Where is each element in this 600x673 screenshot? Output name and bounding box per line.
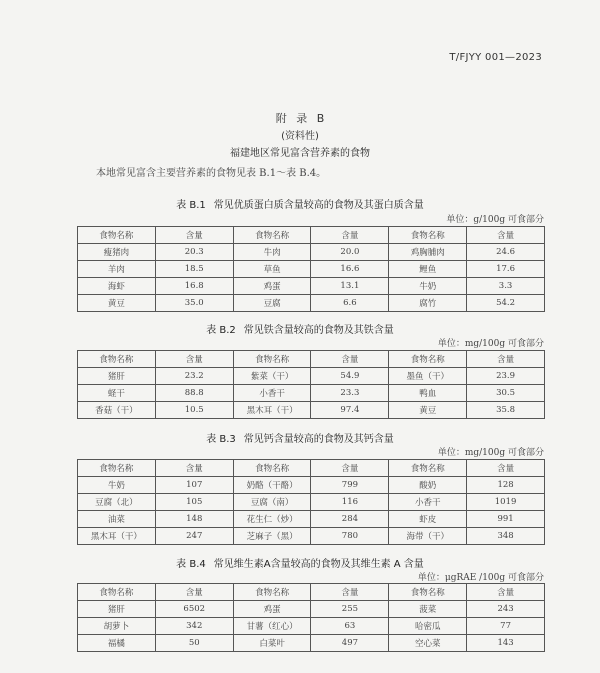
table-cell: 福橘: [78, 635, 156, 652]
table-cell: 香菇（干）: [78, 402, 156, 419]
table-cell: 16.8: [155, 278, 233, 295]
table-cell: 油菜: [78, 511, 156, 528]
table-b1-title: [0, 196, 600, 211]
table-cell: 黄豆: [389, 402, 467, 419]
table-cell: 24.6: [467, 244, 545, 261]
table-b2: [77, 350, 545, 419]
table-cell: 23.9: [467, 368, 545, 385]
table-cell: 奶酪（干酪）: [233, 477, 311, 494]
table-b3: [77, 459, 545, 545]
table-row: [78, 278, 545, 295]
table-cell: 20.3: [155, 244, 233, 261]
table-number: 表 B.4: [176, 559, 206, 570]
table-cell: 牛奶: [78, 477, 156, 494]
table-cell: 胡萝卜: [78, 618, 156, 635]
table-row: [78, 494, 545, 511]
table-row: [78, 295, 545, 312]
table-cell: 35.8: [467, 402, 545, 419]
table-cell: 10.5: [155, 402, 233, 419]
table-cell: 牛奶: [389, 278, 467, 295]
table-b3-title: [0, 430, 600, 445]
table-caption: 常见维生素A含量较高的食物及其维生素 A 含量: [213, 559, 424, 570]
table-row: [78, 244, 545, 261]
intro-text: 本地常见富含主要营养素的食物见表 B.1～表 B.4。: [96, 168, 327, 179]
table-cell: 54.2: [467, 295, 545, 312]
table-row: [78, 511, 545, 528]
table-cell: 猪肝: [78, 601, 156, 618]
table-cell: 23.3: [311, 385, 389, 402]
table-cell: 墨鱼（干）: [389, 368, 467, 385]
table-cell: 瘦猪肉: [78, 244, 156, 261]
table-cell: 13.1: [311, 278, 389, 295]
appendix-title: 附 录 B: [275, 112, 325, 125]
header-cell: 含量: [155, 460, 233, 477]
table-b4: [77, 583, 545, 652]
table-caption: 常见钙含量较高的食物及其钙含量: [243, 434, 394, 445]
table-row: [78, 601, 545, 618]
table-cell: 30.5: [467, 385, 545, 402]
table-cell: 247: [155, 528, 233, 545]
table-cell: 羊肉: [78, 261, 156, 278]
header-cell: 食物名称: [233, 351, 311, 368]
table-cell: 甘薯（红心）: [233, 618, 311, 635]
table-cell: 18.5: [155, 261, 233, 278]
table-b2-unit: 单位：mg/100g 可食部分: [437, 339, 544, 349]
header-cell: 食物名称: [389, 227, 467, 244]
table-cell: 黑木耳（干）: [78, 528, 156, 545]
table-number: 表 B.1: [176, 200, 206, 211]
table-cell: 16.6: [311, 261, 389, 278]
table-b2-title: [0, 321, 600, 336]
table-cell: 鲤鱼: [389, 261, 467, 278]
table-row: [78, 528, 545, 545]
header-cell: 含量: [155, 584, 233, 601]
table-header-row: [78, 227, 545, 244]
appendix-heading: 福建地区常见富含营养素的食物: [230, 148, 370, 159]
header-cell: 含量: [311, 351, 389, 368]
header-cell: 食物名称: [389, 584, 467, 601]
table-cell: 黄豆: [78, 295, 156, 312]
header-cell: 食物名称: [78, 460, 156, 477]
table-row: [78, 618, 545, 635]
table-cell: 116: [311, 494, 389, 511]
table-cell: 780: [311, 528, 389, 545]
table-cell: 蛏干: [78, 385, 156, 402]
table-number: 表 B.3: [206, 434, 236, 445]
table-cell: 105: [155, 494, 233, 511]
header-cell: 食物名称: [233, 227, 311, 244]
table-cell: 酸奶: [389, 477, 467, 494]
table-cell: 豆腐（南）: [233, 494, 311, 511]
table-header-row: [78, 584, 545, 601]
table-cell: 88.8: [155, 385, 233, 402]
table-cell: 哈密瓜: [389, 618, 467, 635]
table-cell: 鸡胸脯肉: [389, 244, 467, 261]
table-row: [78, 402, 545, 419]
table-cell: 鸡蛋: [233, 601, 311, 618]
table-caption: 常见铁含量较高的食物及其铁含量: [243, 325, 394, 336]
table-b4-title: [0, 555, 600, 570]
table-cell: 50: [155, 635, 233, 652]
header-cell: 含量: [155, 351, 233, 368]
table-cell: 35.0: [155, 295, 233, 312]
header-cell: 食物名称: [233, 584, 311, 601]
table-cell: 海虾: [78, 278, 156, 295]
header-cell: 含量: [467, 460, 545, 477]
table-cell: 107: [155, 477, 233, 494]
header-cell: 食物名称: [78, 351, 156, 368]
header-cell: 含量: [467, 227, 545, 244]
table-cell: 草鱼: [233, 261, 311, 278]
table-cell: 豆腐: [233, 295, 311, 312]
standard-code: T/FJYY 001—2023: [449, 52, 542, 63]
table-cell: 小香干: [233, 385, 311, 402]
table-cell: 鸡蛋: [233, 278, 311, 295]
table-b1-unit: 单位：g/100g 可食部分: [446, 215, 544, 225]
table-cell: 23.2: [155, 368, 233, 385]
table-cell: 菠菜: [389, 601, 467, 618]
table-cell: 猪肝: [78, 368, 156, 385]
table-cell: 128: [467, 477, 545, 494]
header-cell: 食物名称: [389, 351, 467, 368]
table-cell: 63: [311, 618, 389, 635]
table-row: [78, 635, 545, 652]
header-cell: 含量: [467, 584, 545, 601]
table-cell: 497: [311, 635, 389, 652]
table-cell: 腐竹: [389, 295, 467, 312]
table-cell: 鸭血: [389, 385, 467, 402]
table-cell: 花生仁（炒）: [233, 511, 311, 528]
header-cell: 含量: [311, 584, 389, 601]
appendix-subtitle: (资料性): [281, 131, 319, 142]
table-cell: 77: [467, 618, 545, 635]
table-header-row: [78, 460, 545, 477]
table-cell: 54.9: [311, 368, 389, 385]
header-cell: 含量: [155, 227, 233, 244]
table-cell: 白菜叶: [233, 635, 311, 652]
table-row: [78, 477, 545, 494]
table-cell: 3.3: [467, 278, 545, 295]
table-cell: 243: [467, 601, 545, 618]
table-b3-unit: 单位：mg/100g 可食部分: [437, 448, 544, 458]
table-cell: 342: [155, 618, 233, 635]
header-cell: 食物名称: [78, 227, 156, 244]
table-cell: 空心菜: [389, 635, 467, 652]
table-cell: 黑木耳（干）: [233, 402, 311, 419]
table-cell: 紫菜（干）: [233, 368, 311, 385]
table-cell: 255: [311, 601, 389, 618]
table-row: [78, 261, 545, 278]
table-cell: 海带（干）: [389, 528, 467, 545]
header-cell: 食物名称: [233, 460, 311, 477]
table-cell: 284: [311, 511, 389, 528]
header-cell: 食物名称: [389, 460, 467, 477]
table-caption: 常见优质蛋白质含量较高的食物及其蛋白质含量: [213, 200, 424, 211]
table-cell: 小香干: [389, 494, 467, 511]
table-row: [78, 385, 545, 402]
table-b4-unit: 单位：μgRAE /100g 可食部分: [417, 573, 544, 583]
table-cell: 991: [467, 511, 545, 528]
table-row: [78, 368, 545, 385]
table-cell: 豆腐（北）: [78, 494, 156, 511]
table-cell: 97.4: [311, 402, 389, 419]
table-cell: 6.6: [311, 295, 389, 312]
table-cell: 6502: [155, 601, 233, 618]
table-cell: 牛肉: [233, 244, 311, 261]
table-cell: 17.6: [467, 261, 545, 278]
header-cell: 含量: [311, 460, 389, 477]
table-cell: 1019: [467, 494, 545, 511]
header-cell: 含量: [311, 227, 389, 244]
table-cell: 799: [311, 477, 389, 494]
table-b1: [77, 226, 545, 312]
table-cell: 143: [467, 635, 545, 652]
table-header-row: [78, 351, 545, 368]
table-number: 表 B.2: [206, 325, 236, 336]
table-cell: 148: [155, 511, 233, 528]
table-cell: 虾皮: [389, 511, 467, 528]
table-cell: 348: [467, 528, 545, 545]
header-cell: 含量: [467, 351, 545, 368]
header-cell: 食物名称: [78, 584, 156, 601]
table-cell: 20.0: [311, 244, 389, 261]
table-cell: 芝麻子（黑）: [233, 528, 311, 545]
